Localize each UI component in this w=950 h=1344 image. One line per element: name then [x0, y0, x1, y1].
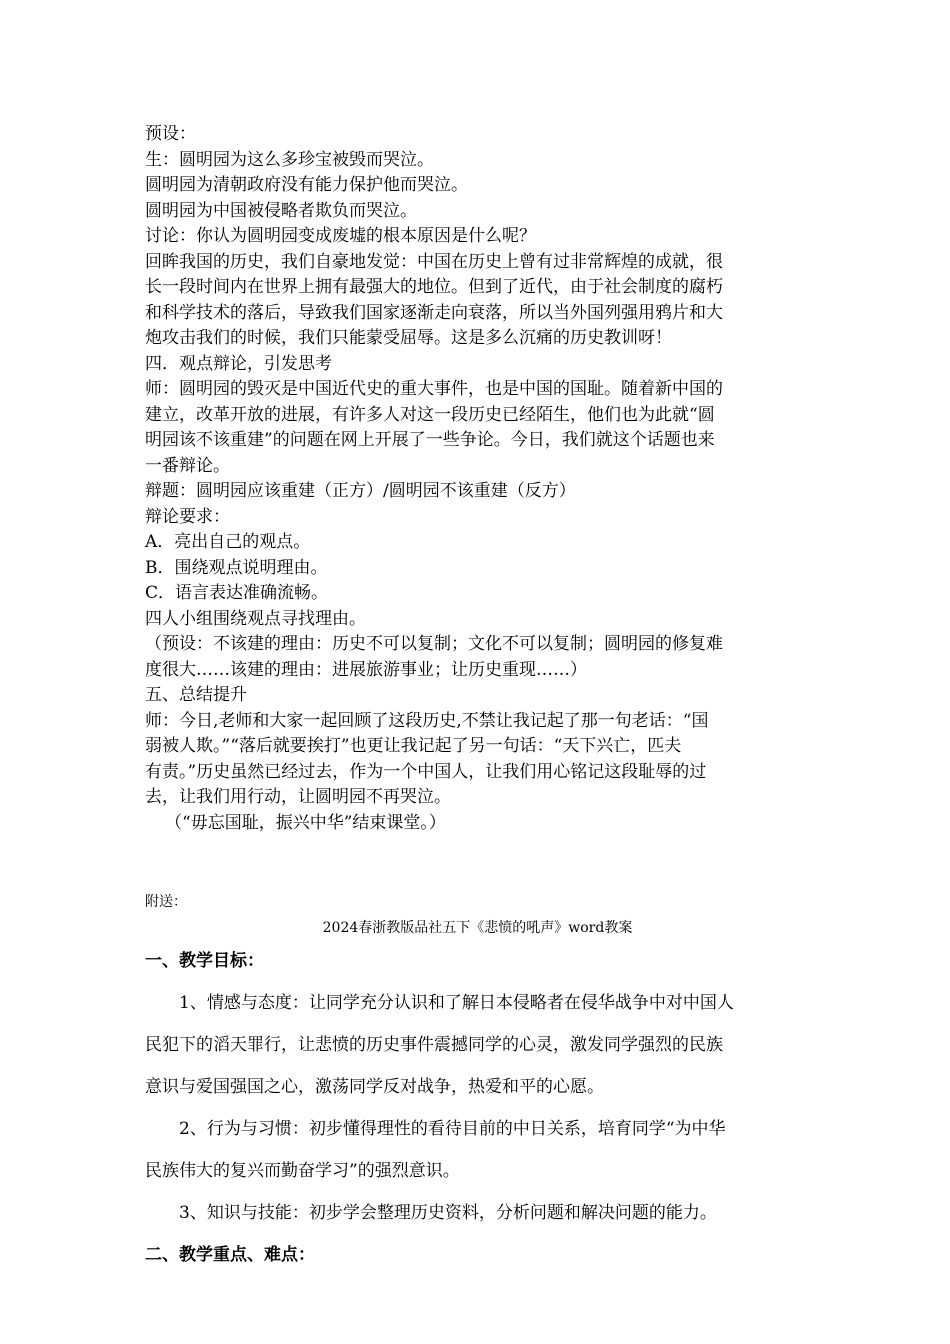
teaching-plan	[145, 940, 810, 1276]
attachment-label: 附送：	[145, 894, 187, 910]
lesson-section	[145, 122, 810, 836]
text-line: 度很大……该建的理由：进展旅游事业；让历史重现……）	[145, 659, 587, 680]
text-line: 建立，改革开放的进展，有许多人对这一段历史已经陌生，他们也为此就“圆	[145, 404, 715, 425]
document-body	[145, 122, 810, 1276]
text-line: 回眸我国的历史，我们自豪地发觉：中国在历史上曾有过非常辉煌的成就，很	[145, 251, 723, 272]
text-line: 四人小组围绕观点寻找理由。	[145, 608, 366, 629]
heading-key-points: 二、教学重点、难点：	[145, 1245, 315, 1265]
goal-paragraph: 3、知识与技能：初步学会整理历史资料，分析问题和解决问题的能力。	[179, 1203, 717, 1223]
section-heading: 四．观点辩论，引发思考	[145, 353, 332, 374]
text-line: 弱被人欺。”“落后就要挨打”也更让我记起了另一句话：“天下兴亡，匹夫	[145, 736, 682, 756]
text-line: 讨论：你认为圆明园变成废墟的根本原因是什么呢？	[145, 226, 536, 246]
goal-paragraph-line: 民族伟大的复兴而勤奋学习”的强烈意识。	[145, 1161, 460, 1181]
list-item: C．语言表达准确流畅。	[145, 583, 329, 603]
attachment-title: 2024春浙教版品社五下《悲愤的吼声》word教案	[322, 920, 633, 936]
text-line: （预设：不该建的理由：历史不可以复制；文化不可以复制；圆明园的修复难	[145, 634, 723, 654]
text-line: 师：今日,老师和大家一起回顾了这段历史,不禁让我记起了那一句老话：“国	[145, 710, 709, 731]
goal-paragraph-line: 意识与爱国强国之心，激荡同学反对战争，热爱和平的心愿。	[145, 1077, 604, 1097]
goal-paragraph-line: 民犯下的滔天罪行，让悲愤的历史事件震撼同学的心灵，激发同学强烈的民族	[145, 1035, 723, 1055]
text-line: 炮攻击我们的时候，我们只能蒙受屈辱。这是多么沉痛的历史教训呀！	[145, 328, 672, 348]
heading-teaching-goals: 一、教学目标：	[145, 951, 264, 971]
list-item: B．围绕观点说明理由。	[145, 557, 328, 578]
text-line: 预设：	[145, 124, 196, 144]
text-line: 明园该不该重建”的问题在网上开展了一些争论。今日，我们就这个话题也来	[145, 430, 715, 450]
text-line: 辩题：圆明园应该重建（正方）/圆明园不该重建（反方）	[145, 481, 576, 501]
text-line: 生：圆明园为这么多珍宝被毁而哭泣。	[145, 149, 434, 170]
text-line: 一番辩论。	[145, 455, 230, 476]
text-line: 长一段时间内在世界上拥有最强大的地位。但到了近代，由于社会制度的腐朽	[145, 277, 723, 297]
closing-note: （“毋忘国耻，振兴中华”结束课堂。）	[165, 812, 446, 833]
goal-paragraph: 2、行为与习惯：初步懂得理性的看待目前的中日关系，培育同学“为中华	[179, 1119, 726, 1139]
goal-paragraph: 1、情感与态度：让同学充分认识和了解日本侵略者在侵华战争中对中国人	[179, 993, 734, 1013]
text-line: 圆明园为中国被侵略者欺负而哭泣。	[145, 200, 417, 221]
text-line: 圆明园为清朝政府没有能力保护他而哭泣。	[145, 175, 468, 195]
list-item: A．亮出自己的观点。	[145, 532, 311, 552]
text-line: 辩论要求：	[145, 506, 230, 527]
text-line: 和科学技术的落后，导致我们国家逐渐走向衰落，所以当外国列强用鸦片和大	[145, 302, 723, 323]
text-line: 有责。”历史虽然已经过去，作为一个中国人，让我们用心铭记这段耻辱的过	[145, 761, 707, 782]
text-line: 去，让我们用行动，让圆明园不再哭泣。	[145, 787, 451, 807]
section-heading: 五、总结提升	[145, 685, 247, 705]
text-line: 师：圆明园的毁灭是中国近代史的重大事件，也是中国的国耻。随着新中国的	[145, 379, 723, 399]
